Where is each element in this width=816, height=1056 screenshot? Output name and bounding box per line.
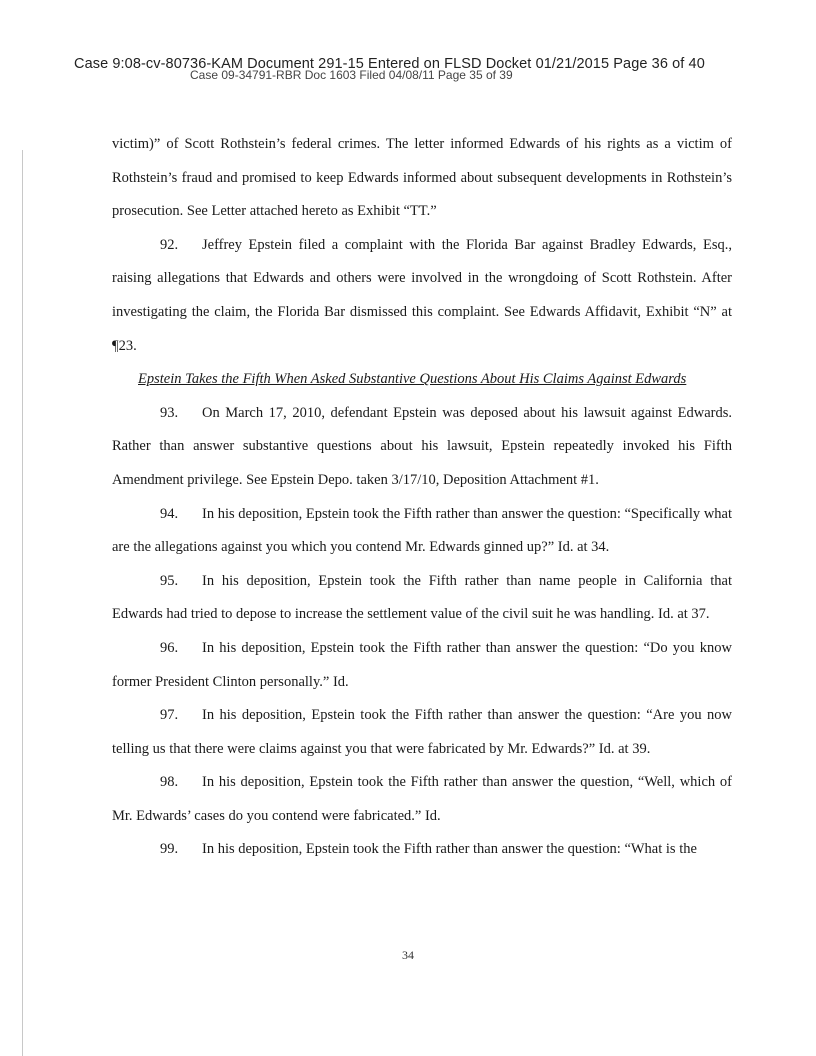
paragraph-text: In his deposition, Epstein took the Fifth rather than answer the question: “Are you now telling us that there were claims against you that were fabricated by Mr. Edwards?” Id. at 39.	[112, 707, 732, 757]
paragraph-text: Jeffrey Epstein filed a complaint with the Florida Bar against Bradley Edwards, Esq., raising allegations that Edwards and others were involved in the wrongdoing of Scott Rothstein. After investigating the claim, the Florida Bar dismissed this complaint. See Edwards Affidavit, Exhibit “N” at ¶23.	[112, 236, 732, 354]
paragraph-number: 97.	[160, 707, 179, 724]
paragraph-99	[112, 833, 732, 867]
paragraph-number: 95.	[160, 572, 179, 589]
paragraph-number: 94.	[160, 505, 179, 522]
paragraph-number: 92.	[160, 236, 179, 253]
paragraph-96	[112, 632, 732, 699]
paragraph-text: In his deposition, Epstein took the Fifth rather than answer the question: “Specifically what are the allegations against you which you contend Mr. Edwards ginned up?” Id. at 34.	[112, 505, 732, 556]
paragraph-92	[112, 229, 732, 363]
paragraph-text: On March 17, 2010, defendant Epstein was deposed about his lawsuit against Edwards. Rather than answer substantive questions about his lawsuit, Epstein repeatedly invoked his Fifth Amendment privilege. See Epstein Depo. taken 3/17/10, Deposition Attachment #1.	[112, 404, 732, 488]
paragraph-94	[112, 498, 732, 565]
page-number: 34	[402, 948, 414, 962]
paragraph-continuation: victim)” of Scott Rothstein’s federal crimes. The letter informed Edwards of his rights as a victim of Rothstein’s fraud and promised to keep Edwards informed about subsequent developments in Rothstein’s prosecution. See Letter attached hereto as Exhibit “TT.”	[112, 136, 732, 220]
paragraph-97	[112, 699, 732, 766]
section-heading: Epstein Takes the Fifth When Asked Substantive Questions About His Claims Against Edwards	[138, 371, 687, 388]
paragraph-95	[112, 565, 732, 632]
paragraph-98	[112, 766, 732, 833]
case-header-primary: Case 9:08-cv-80736-KAM Document 291-15 Entered on FLSD Docket 01/21/2015 Page 36 of 40	[74, 56, 705, 72]
paragraph-text: In his deposition, Epstein took the Fifth rather than answer the question: “Do you know former President Clinton personally.” Id.	[112, 639, 732, 690]
paragraph-text: In his deposition, Epstein took the Fifth rather than answer the question, “Well, which of Mr. Edwards’ cases do you contend were fabricated.” Id.	[112, 774, 732, 824]
paragraph-text: In his deposition, Epstein took the Fifth rather than answer the question: “What is the	[202, 841, 697, 858]
paragraph-number: 99.	[160, 841, 179, 858]
paragraph-number: 96.	[160, 639, 179, 656]
paragraph-93	[112, 397, 732, 498]
paragraph-number: 93.	[160, 404, 179, 421]
scan-edge-line	[22, 150, 23, 1056]
case-header-secondary: Case 09-34791-RBR Doc 1603 Filed 04/08/11 Page 35 of 39	[190, 68, 513, 82]
document-body	[112, 128, 732, 867]
paragraph-text: In his deposition, Epstein took the Fifth rather than name people in California that Edwards had tried to depose to increase the settlement value of the civil suit he was handling. Id. at 37.	[112, 572, 732, 623]
paragraph-number: 98.	[160, 774, 179, 791]
